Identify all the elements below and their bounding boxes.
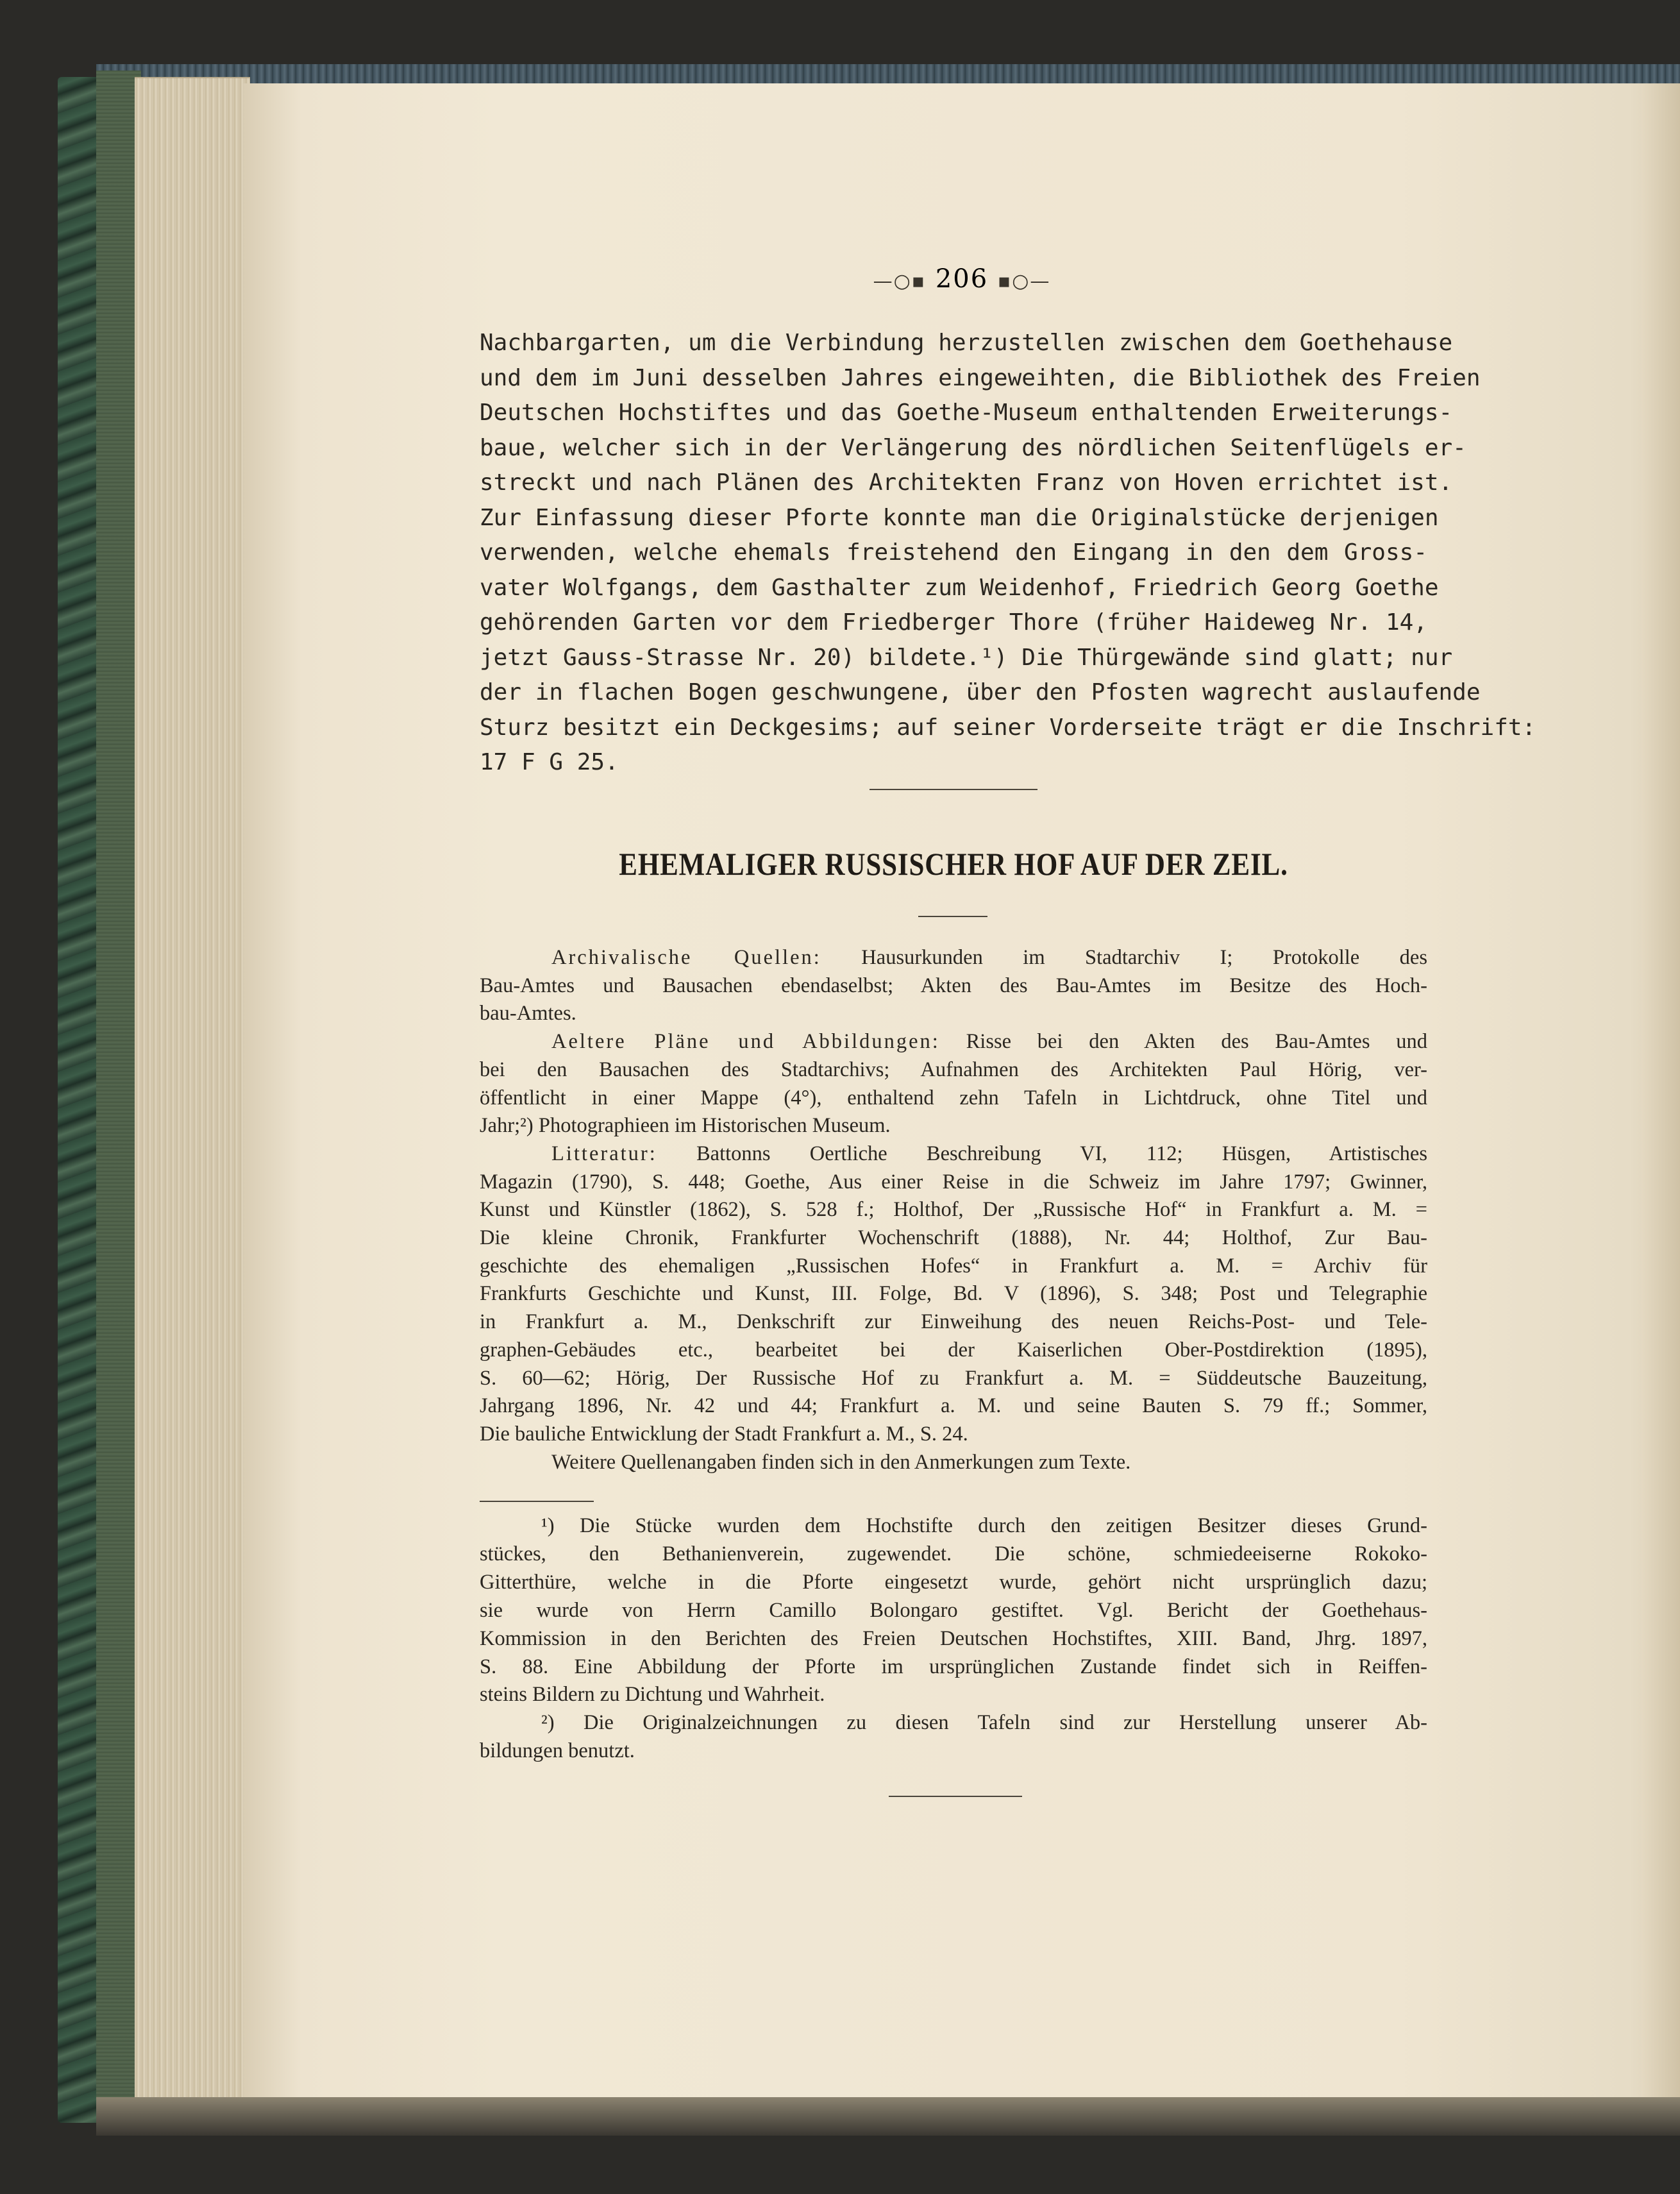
footnotes-block bbox=[480, 1512, 1427, 1766]
body-line: Zur Einfassung dieser Pforte konnte man die Originalstücke derjenigen bbox=[480, 504, 1439, 531]
body-line: 17 F G 25. bbox=[480, 749, 619, 775]
literature-line: Litteratur: Battonns Oertliche Beschreibung VI, 112; Hüsgen, Artistisches bbox=[551, 1142, 1428, 1165]
body-line: jetzt Gauss-Strasse Nr. 20) bildete.¹) Die Thürgewände sind glatt; nur bbox=[480, 644, 1453, 671]
body-line: und dem im Juni desselben Jahres eingeweihten, die Bibliothek des Freien bbox=[480, 364, 1481, 391]
literature-line: Frankfurts Geschichte und Kunst, III. Folge, Bd. V (1896), S. 348; Post und Telegraphie bbox=[480, 1282, 1427, 1306]
literature-line: graphen-Gebäudes etc., bearbeitet bei der Kaiserlichen Ober-Postdirektion (1895), bbox=[480, 1338, 1427, 1362]
body-line: Sturz besitzt ein Deckgesims; auf seiner Vorderseite trägt er die Inschrift: bbox=[480, 714, 1536, 741]
archival-sources-line: bau-Amtes. bbox=[480, 1002, 576, 1025]
archival-sources-label: Archivalische Quellen: bbox=[551, 946, 821, 969]
literature-label: Litteratur: bbox=[551, 1142, 657, 1165]
left-ornament: —○▪ bbox=[873, 270, 927, 292]
plans-line: Jahr;²) Photographieen im Historischen Museum. bbox=[480, 1114, 891, 1138]
literature-line: geschichte des ehemaligen „Russischen Hofes“ in Frankfurt a. M. = Archiv für bbox=[480, 1254, 1427, 1278]
section-divider-rule bbox=[869, 789, 1037, 790]
literature-line: Kunst und Künstler (1862), S. 528 f.; Holthof, Der „Russische Hof“ in Frankfurt a. M. = bbox=[480, 1198, 1427, 1222]
literature-line: in Frankfurt a. M., Denkschrift zur Einweihung des neuen Reichs-Post- und Tele- bbox=[480, 1310, 1427, 1334]
footnote-1-line: S. 88. Eine Abbildung der Pforte im ursprünglichen Zustande findet sich in Reiffen- bbox=[480, 1655, 1427, 1678]
plans-label: Aeltere Pläne und Abbildungen: bbox=[551, 1030, 940, 1054]
body-line: Nachbargarten, um die Verbindung herzustellen zwischen dem Goethehause bbox=[480, 330, 1453, 356]
footnote-separator-rule bbox=[480, 1501, 594, 1502]
literature-line: S. 60—62; Hörig, Der Russische Hof zu Frankfurt a. M. = Süddeutsche Bauzeitung, bbox=[480, 1366, 1427, 1390]
literature-line: Magazin (1790), S. 448; Goethe, Aus einer Reise in die Schweiz im Jahre 1797; Gwinner, bbox=[480, 1170, 1427, 1194]
footnote-1-line: stückes, den Bethanienverein, zugewendet. Die schöne, schmiedeeiserne Rokoko- bbox=[480, 1542, 1427, 1565]
page-right-edge bbox=[1642, 83, 1680, 2104]
literature-line: Die bauliche Entwicklung der Stadt Frankfurt a. M., S. 24. bbox=[480, 1422, 968, 1446]
body-line: baue, welcher sich in der Verlängerung des nördlichen Seitenflügels er- bbox=[480, 434, 1466, 461]
footnote-2-line: bildungen benutzt. bbox=[480, 1739, 635, 1763]
plans-line: bei den Bausachen des Stadtarchivs; Aufnahmen des Architekten Paul Hörig, ver- bbox=[480, 1058, 1427, 1081]
body-line: der in flachen Bogen geschwungene, über den Pfosten wagrecht auslaufende bbox=[480, 679, 1481, 705]
book-bottom-edge bbox=[96, 2097, 1680, 2136]
title-underline-rule bbox=[918, 916, 987, 917]
body-line: verwenden, welche ehemals freistehend den Eingang in den dem Gross- bbox=[480, 539, 1427, 566]
right-ornament: ▪○— bbox=[997, 270, 1051, 292]
footnote-2-line: ²) Die Originalzeichnungen zu diesen Tafeln sind zur Herstellung unserer Ab- bbox=[541, 1711, 1427, 1735]
literature-line: Die kleine Chronik, Frankfurter Wochenschrift (1888), Nr. 44; Holthof, Zur Bau- bbox=[480, 1226, 1427, 1250]
plans-line: öffentlicht in einer Mappe (4°), enthaltend zehn Tafeln in Lichtdruck, ohne Titel und bbox=[480, 1086, 1427, 1110]
footnote-1-line: sie wurde von Herrn Camillo Bolongaro gestiftet. Vgl. Bericht der Goethehaus- bbox=[480, 1598, 1427, 1622]
main-paragraph bbox=[480, 326, 1536, 781]
body-line: gehörenden Garten vor dem Friedberger Thore (früher Haideweg Nr. 14, bbox=[480, 609, 1427, 636]
archival-sources-line: Archivalische Quellen: Hausurkunden im Stadtarchiv I; Protokolle des bbox=[551, 946, 1427, 969]
further-sources-line: Weitere Quellenangaben finden sich in den Anmerkungen zum Texte. bbox=[551, 1450, 1131, 1474]
footnote-1-line: steins Bildern zu Dichtung und Wahrheit. bbox=[480, 1683, 825, 1707]
body-line: vater Wolfgangs, dem Gasthalter zum Weidenhof, Friedrich Georg Goethe bbox=[480, 574, 1439, 601]
section-title: EHEMALIGER RUSSISCHER HOF AUF DER ZEIL. bbox=[619, 846, 1288, 882]
plans-line: Aeltere Pläne und Abbildungen: Risse bei den Akten des Bau-Amtes und bbox=[551, 1030, 1428, 1054]
literature-line: Jahrgang 1896, Nr. 42 und 44; Frankfurt a. M. und seine Bauten S. 79 ff.; Sommer, bbox=[480, 1394, 1427, 1418]
body-line: streckt und nach Plänen des Architekten Franz von Hoven errichtet ist. bbox=[480, 469, 1453, 496]
page-number: 206 bbox=[935, 264, 989, 294]
footnote-1-line: ¹) Die Stücke wurden dem Hochstifte durch den zeitigen Besitzer dieses Grund- bbox=[541, 1514, 1427, 1537]
sources-block bbox=[480, 944, 1427, 1476]
footnote-1-line: Gitterthüre, welche in die Pforte eingesetzt wurde, gehört nicht ursprünglich dazu; bbox=[480, 1570, 1427, 1594]
footnote-1-line: Kommission in den Berichten des Freien Deutschen Hochstiftes, XIII. Band, Jhrg. 1897, bbox=[480, 1626, 1427, 1650]
end-rule bbox=[889, 1796, 1022, 1797]
page-stack-edge bbox=[135, 77, 250, 2098]
book-top-edge bbox=[96, 64, 1680, 83]
archival-sources-line: Bau-Amtes und Bausachen ebendaselbst; Akten des Bau-Amtes im Besitze des Hoch- bbox=[480, 974, 1427, 997]
page-number-header bbox=[853, 264, 1071, 294]
body-line: Deutschen Hochstiftes und das Goethe-Museum enthaltenden Erweiterungs- bbox=[480, 400, 1453, 426]
